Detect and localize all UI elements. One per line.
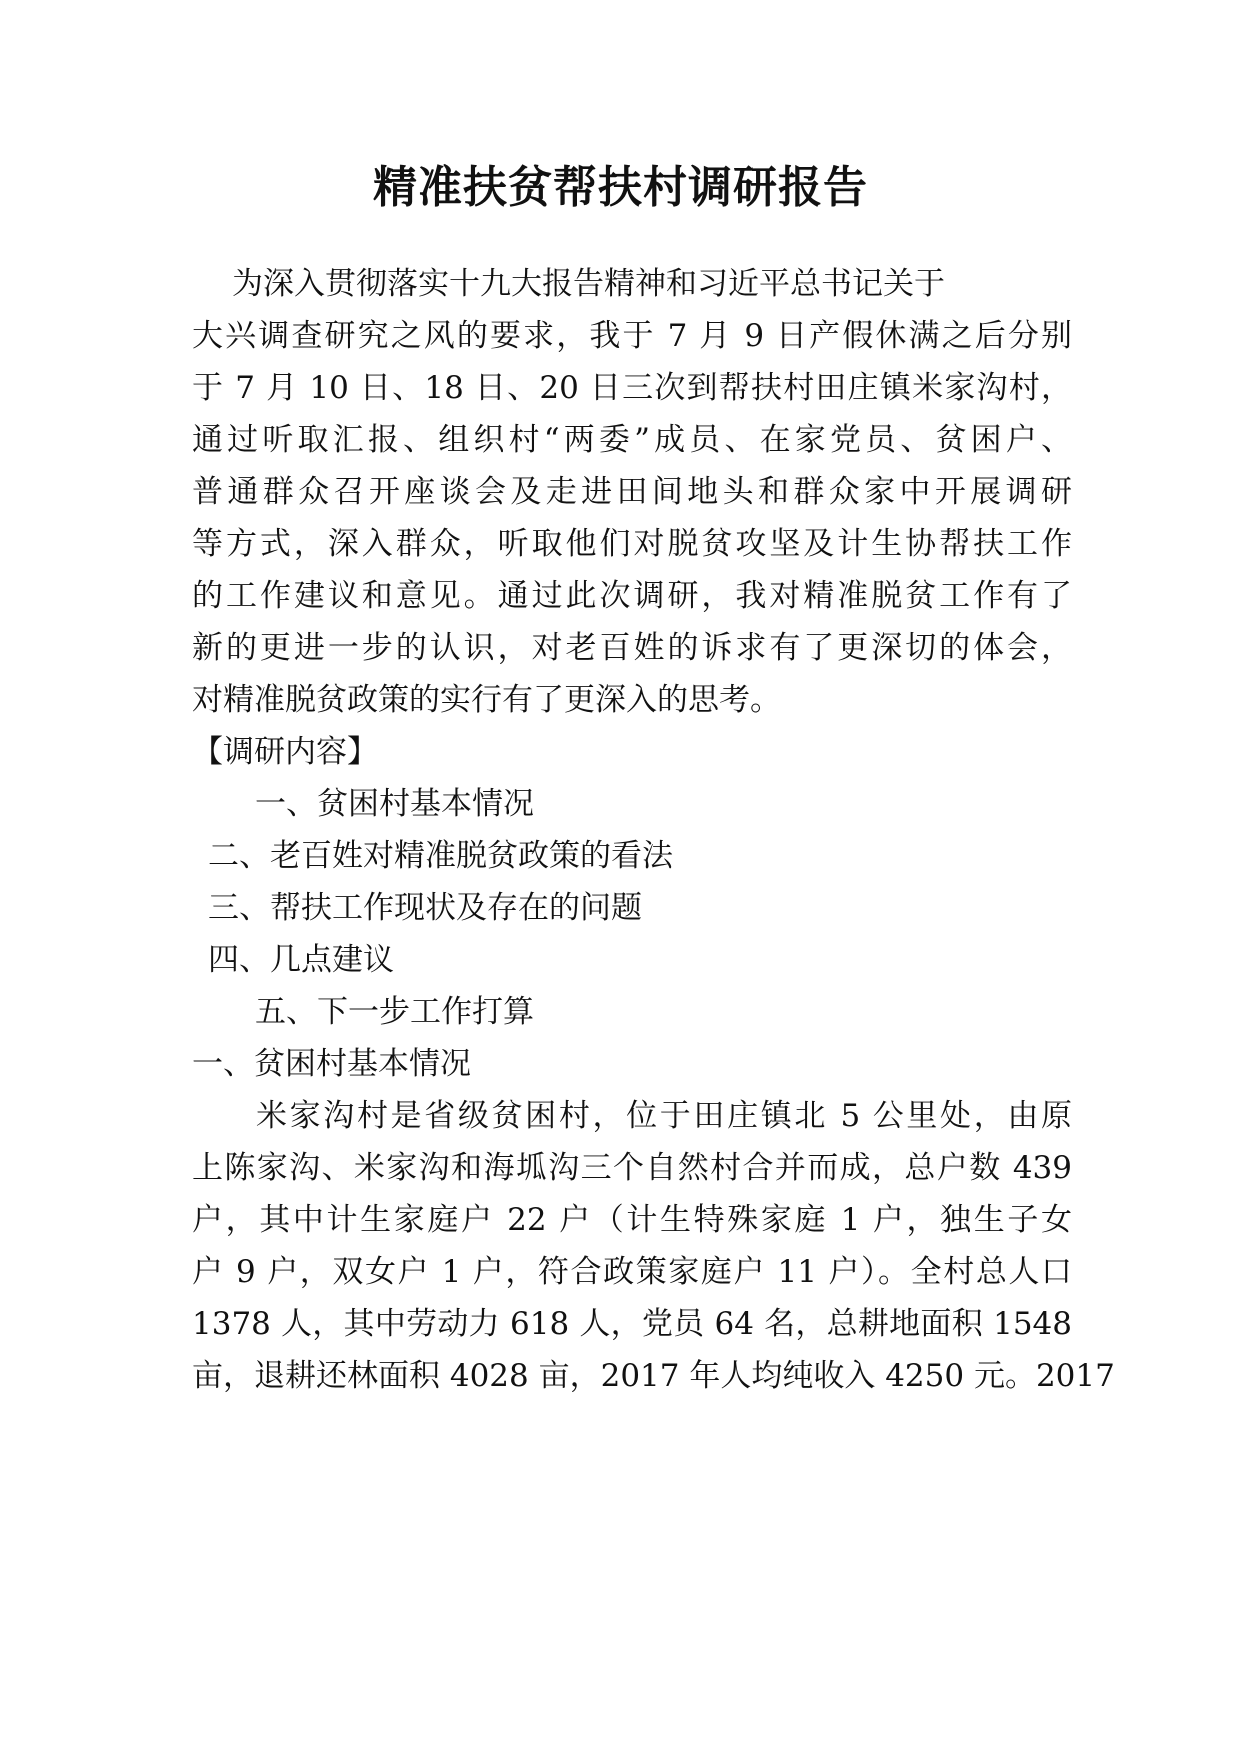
document-title: 精准扶贫帮扶村调研报告 bbox=[373, 162, 868, 213]
section1-line-6: 亩，退耕还林面积 4028 亩，2017 年人均纯收入 4250 元。2017 bbox=[192, 1358, 1115, 1394]
intro-line-5: 普通群众召开座谈会及走进田间地头和群众家中开展调研 bbox=[192, 474, 1072, 510]
intro-line-6: 等方式，深入群众，听取他们对脱贫攻坚及计生协帮扶工作 bbox=[192, 526, 1072, 562]
section1-line-5: 1378 人，其中劳动力 618 人，党员 64 名，总耕地面积 1548 bbox=[192, 1306, 1072, 1342]
contents-item-3: 三、帮扶工作现状及存在的问题 bbox=[208, 890, 642, 926]
section1-line-4: 户 9 户，双女户 1 户，符合政策家庭户 11 户）。全村总人口 bbox=[192, 1254, 1072, 1290]
section1-heading: 一、贫困村基本情况 bbox=[192, 1046, 471, 1082]
intro-line-2: 大兴调查研究之风的要求，我于 7 月 9 日产假休满之后分别 bbox=[192, 318, 1072, 354]
contents-item-1: 一、贫困村基本情况 bbox=[255, 786, 534, 822]
contents-item-4: 四、几点建议 bbox=[208, 942, 394, 978]
intro-line-3: 于 7 月 10 日、18 日、20 日三次到帮扶村田庄镇米家沟村， bbox=[192, 370, 1072, 406]
contents-heading: 【调研内容】 bbox=[192, 734, 378, 770]
contents-item-2: 二、老百姓对精准脱贫政策的看法 bbox=[208, 838, 673, 874]
intro-line-9: 对精准脱贫政策的实行有了更深入的思考。 bbox=[192, 682, 781, 718]
contents-item-5: 五、下一步工作打算 bbox=[255, 994, 534, 1030]
intro-line-8: 新的更进一步的认识，对老百姓的诉求有了更深切的体会， bbox=[192, 630, 1072, 666]
intro-line-4: 通过听取汇报、组织村“两委”成员、在家党员、贫困户、 bbox=[192, 422, 1072, 458]
section1-line-1: 米家沟村是省级贫困村，位于田庄镇北 5 公里处，由原 bbox=[256, 1098, 1072, 1134]
intro-line-1: 为深入贯彻落实十九大报告精神和习近平总书记关于 bbox=[232, 266, 945, 302]
intro-line-7: 的工作建议和意见。通过此次调研，我对精准脱贫工作有了 bbox=[192, 578, 1072, 614]
section1-line-3: 户，其中计生家庭户 22 户（计生特殊家庭 1 户，独生子女 bbox=[192, 1202, 1072, 1238]
section1-line-2: 上陈家沟、米家沟和海坬沟三个自然村合并而成，总户数 439 bbox=[192, 1150, 1072, 1186]
